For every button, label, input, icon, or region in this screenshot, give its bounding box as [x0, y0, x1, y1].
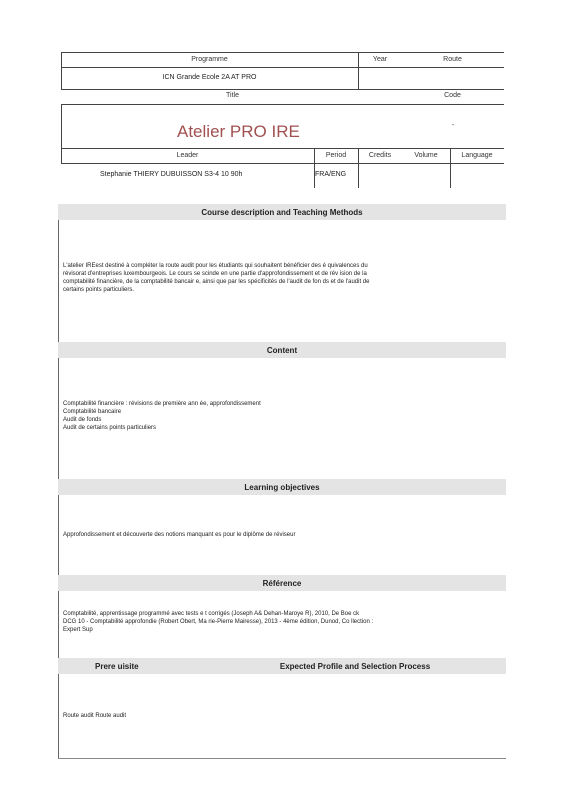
body-bottom-border [58, 758, 506, 759]
leader-label: Leader [176, 152, 199, 159]
content-text [63, 400, 493, 432]
expected-profile-title: Expected Profile and Selection Process [279, 662, 431, 671]
header-row2-border [61, 89, 504, 90]
reference-line: Comptabilité, apprentissage programmé avec tests e t corrigés (Joseph A& Dehan-Maroye R), 2010, De Boe ck [63, 611, 360, 617]
course-description-line: L'atelier IREest destiné à compléter la route audit pour les étudiants qui souhaitent bénéficier des é quivalences du [63, 263, 368, 269]
course-description-title: Course description and Teaching Methods [201, 208, 363, 217]
header-row1-border [61, 67, 504, 68]
header-divider-credits [358, 148, 359, 188]
year-label: Year [372, 56, 388, 63]
route-label: Route [443, 56, 462, 63]
prerequisite-title: Prere uisite [95, 662, 139, 671]
header-divider-language [450, 148, 451, 188]
prerequisite-text [63, 712, 263, 720]
course-description-line: comptabilité financière, de la comptabilité bancair e, ainsi que par les spécificités de l'audit de fon ds et de l'audit de [63, 279, 370, 285]
header-row4-border [61, 148, 504, 149]
credits-label: Credits [368, 152, 392, 159]
course-title: Atelier PRO IRE [177, 122, 300, 141]
programme-value: ICN Grande Ecole 2A AT PRO [162, 74, 257, 81]
header-divider-year [358, 52, 359, 89]
learning-objectives-text [63, 531, 493, 539]
prerequisite-line: Route audit Route audit [63, 713, 127, 719]
reference-line: Expert Sup [63, 627, 93, 633]
title-label: Title [226, 92, 239, 99]
course-description-line: révisorat d'entreprises luxembourgeois. Le cours se scinde en une partie d'approfondissement et de rév ision de la [63, 271, 367, 277]
content-line: Comptabilité financière : révisions de première ann ée, approfondissement [63, 401, 261, 407]
header-row5-border [61, 163, 504, 164]
content-title: Content [266, 346, 298, 355]
code-value: - [451, 122, 455, 129]
reference-text [63, 610, 493, 634]
reference-title: Référence [262, 579, 302, 588]
learning-objectives-title: Learning objectives [244, 483, 320, 492]
course-description-text [63, 262, 493, 294]
volume-label: Volume [414, 152, 438, 159]
language-value: FRA/ENG [315, 171, 347, 178]
course-description-line: certains points particuliers. [63, 287, 135, 293]
content-line: Audit de fonds [63, 417, 102, 423]
leader-value: Stephanie THIERY DUBUISSON S3-4 10 90h [100, 171, 243, 178]
programme-label: Programme [191, 56, 228, 63]
content-line: Comptabilité bancaire [63, 409, 122, 415]
content-line: Audit de certains points particuliers [63, 425, 157, 431]
period-label: Period [325, 152, 347, 159]
code-label: Code [444, 92, 461, 99]
language-label: Language [461, 152, 493, 159]
learning-objectives-line: Approfondissement et découverte des notions manquant es pour le diplôme de réviseur [63, 532, 296, 538]
header-row3-border [61, 104, 504, 105]
reference-line: DCG 10 - Comptabilité approfondie (Robert Obert, Ma rie-Pierre Mairesse), 2013 - 4ème édition, Dunod, Co llection : [63, 619, 374, 625]
header-top-border [61, 52, 504, 53]
